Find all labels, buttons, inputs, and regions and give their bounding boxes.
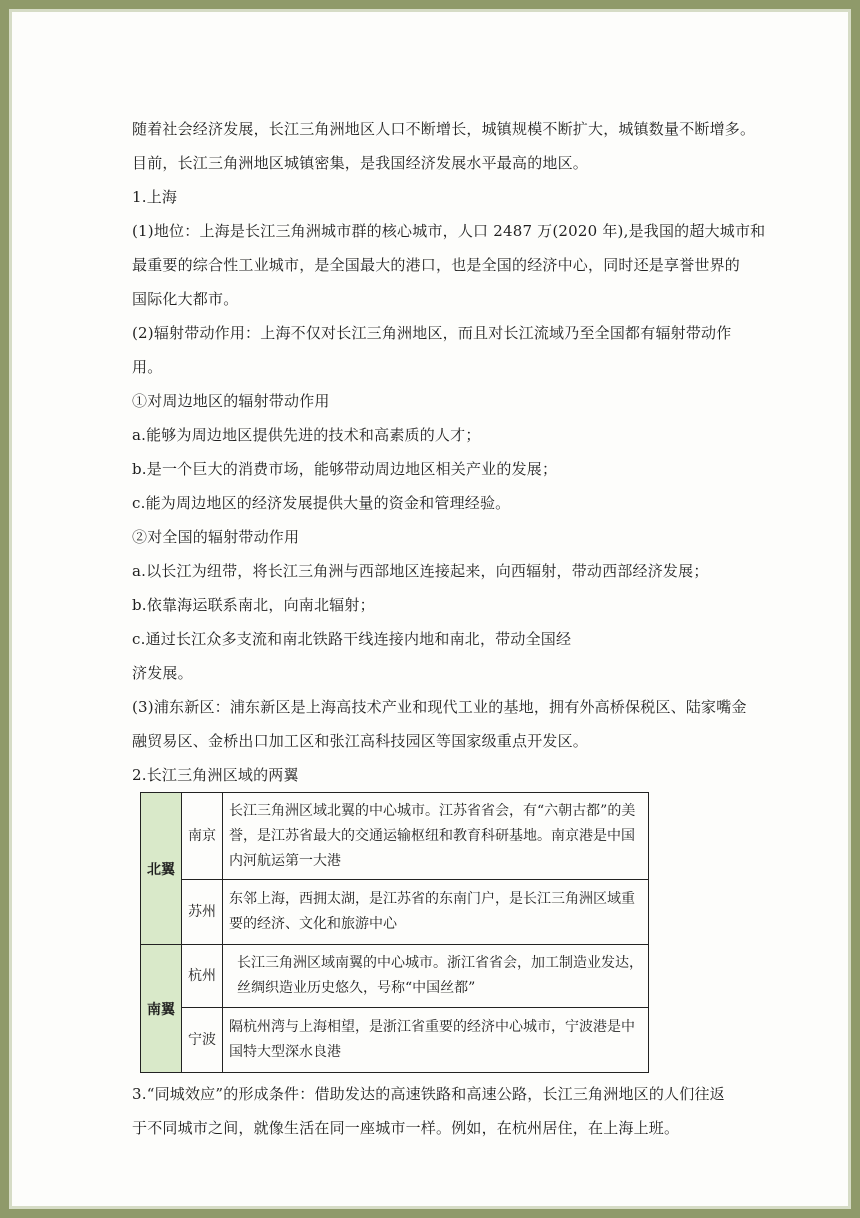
pudong-paragraph-line: 融贸易区、金桥出口加工区和张江高科技园区等国家级重点开发区。 [132,732,589,750]
nearby-item: b.是一个巨大的消费市场，能够带动周边地区相关产业的发展； [132,460,558,478]
nearby-item: a.能够为周边地区提供先进的技术和高素质的人才； [132,426,481,444]
table-row [141,945,649,1008]
north-wing-label: 北翼 [141,793,182,945]
section-heading-two-wings: 2.长江三角洲区域的两翼 [132,766,299,784]
document-body [132,112,766,1145]
national-subheading: ②对全国的辐射带动作用 [132,528,300,546]
table-row [141,880,649,945]
hangzhou-description: 长江三角洲区域南翼的中心城市。浙江省省会，加工制造业发达，丝绸织造业历史悠久，号称“中国丝都” [223,945,649,1008]
city-suzhou: 苏州 [182,880,223,945]
same-city-effect-line: 于不同城市之间，就像生活在同一座城市一样。例如，在杭州居住，在上海上班。 [132,1119,680,1137]
table-row [141,793,649,880]
status-paragraph-line: 国际化大都市。 [132,290,239,308]
document-sheet [9,9,851,1209]
intro-line: 随着社会经济发展，长江三角洲地区人口不断增长，城镇规模不断扩大，城镇数量不断增多。 [132,120,756,138]
pudong-paragraph-line: (3)浦东新区：浦东新区是上海高技术产业和现代工业的基地，拥有外高桥保税区、陆家嘴金 [132,698,747,716]
city-ningbo: 宁波 [182,1008,223,1073]
two-wings-table [140,792,649,1073]
nearby-item: c.能为周边地区的经济发展提供大量的资金和管理经验。 [132,494,511,512]
section-heading-shanghai: 1.上海 [132,188,178,206]
radiation-paragraph-line: 用。 [132,358,163,376]
radiation-paragraph-line: (2)辐射带动作用：上海不仅对长江三角洲地区，而且对长江流域乃至全国都有辐射带动作 [132,324,732,342]
city-nanjing: 南京 [182,793,223,880]
status-paragraph-line: 最重要的综合性工业城市，是全国最大的港口，也是全国的经济中心，同时还是享誉世界的 [132,256,741,274]
national-item: a.以长江为纽带，将长江三角洲与西部地区连接起来，向西辐射，带动西部经济发展； [132,562,709,580]
table-row [141,1008,649,1073]
suzhou-description: 东邻上海，西拥太湖，是江苏省的东南门户，是长江三角洲区域重要的经济、文化和旅游中心 [223,880,649,945]
same-city-effect-line: 3.“同城效应”的形成条件：借助发达的高速铁路和高速公路，长江三角洲地区的人们往返 [132,1085,725,1103]
national-item: 济发展。 [132,664,193,682]
status-paragraph-line: (1)地位：上海是长江三角洲城市群的核心城市，人口 2487 万(2020 年),是我国的超大城市和 [132,222,766,240]
city-hangzhou: 杭州 [182,945,223,1008]
national-item: b.依靠海运联系南北，向南北辐射； [132,596,375,614]
national-item: c.通过长江众多支流和南北铁路干线连接内地和南北，带动全国经 [132,630,572,648]
nanjing-description: 长江三角洲区域北翼的中心城市。江苏省省会，有“六朝古都”的美誉，是江苏省最大的交通运输枢纽和教育科研基地。南京港是中国内河航运第一大港 [223,793,649,880]
intro-line: 目前，长江三角洲地区城镇密集，是我国经济发展水平最高的地区。 [132,154,589,172]
south-wing-label: 南翼 [141,945,182,1073]
nearby-subheading: ①对周边地区的辐射带动作用 [132,392,330,410]
ningbo-description: 隔杭州湾与上海相望，是浙江省重要的经济中心城市，宁波港是中国特大型深水良港 [223,1008,649,1073]
